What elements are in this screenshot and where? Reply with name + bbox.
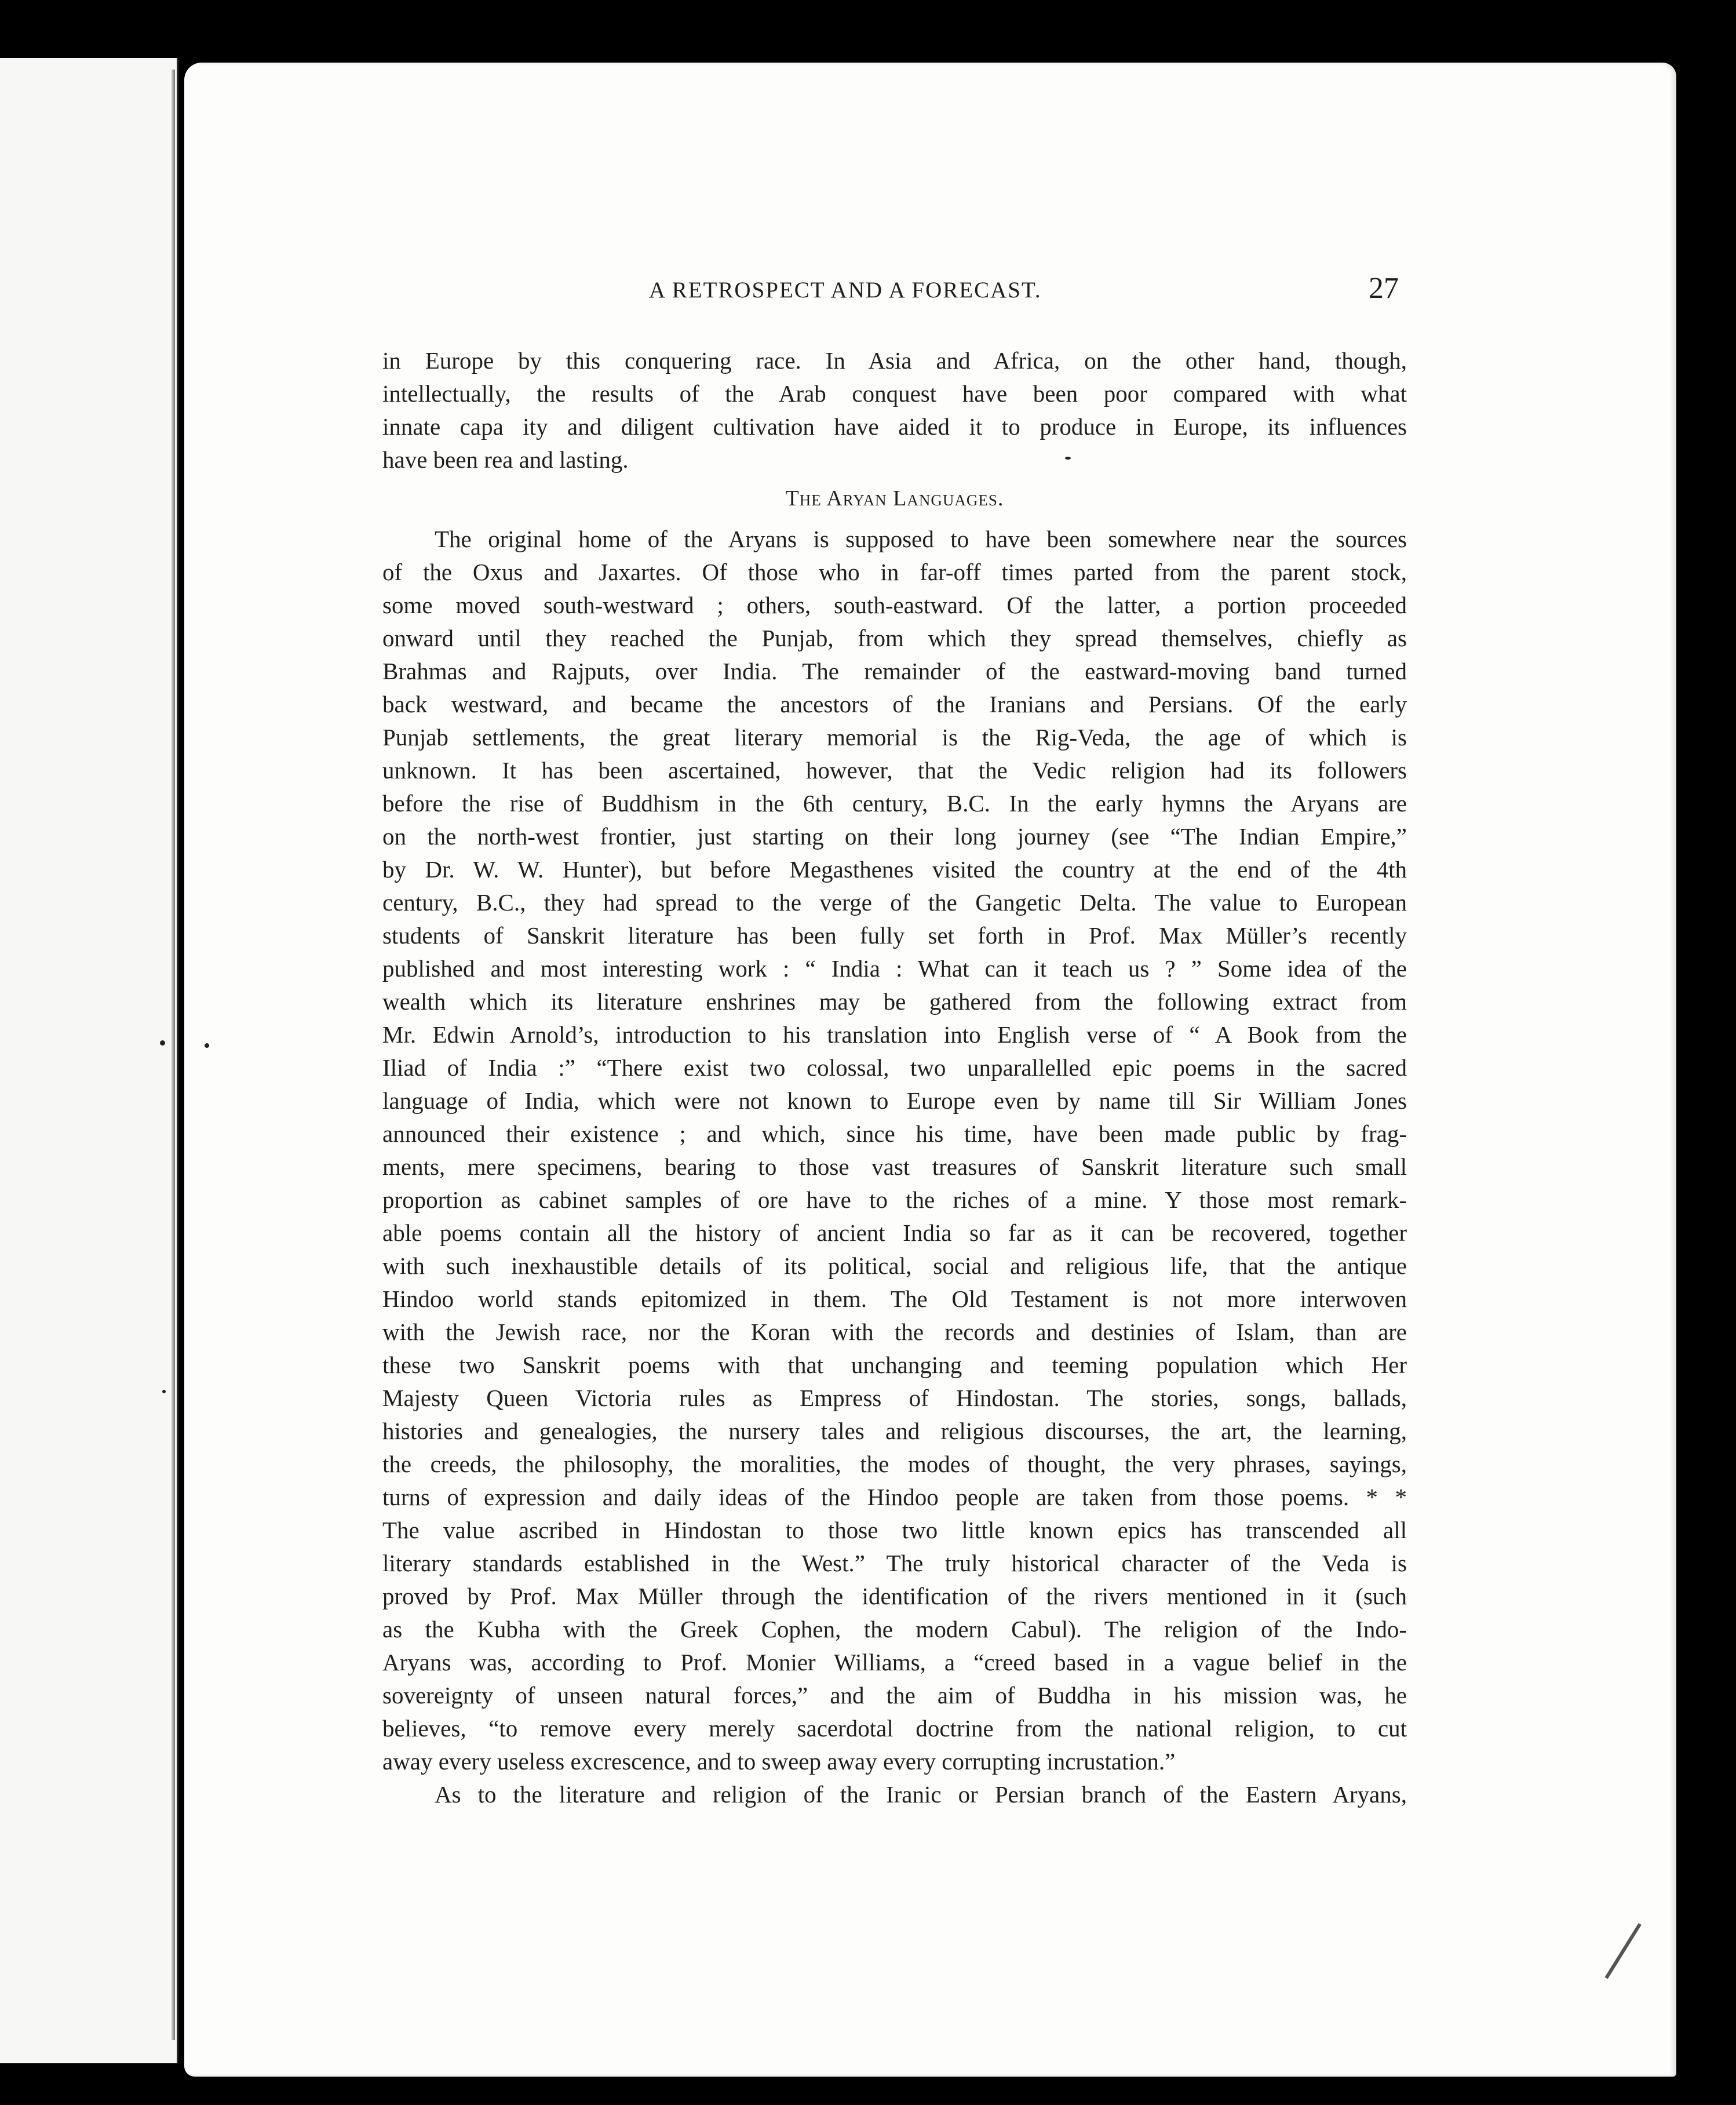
text-line: Iliad of India :” “There exist two colossal, two unparallelled epic poems in the sacred xyxy=(382,1054,1407,1081)
scan-speck xyxy=(1065,457,1071,460)
text-line: able poems contain all the history of ancient India so far as it can be recovered, together xyxy=(382,1219,1407,1246)
paragraph-iranic xyxy=(382,1778,1407,1811)
text-line: Majesty Queen Victoria rules as Empress of Hindostan. The stories, songs, ballads, xyxy=(382,1385,1407,1411)
text-line: As to the literature and religion of the Iranic or Persian branch of the Eastern Aryans, xyxy=(435,1781,1407,1808)
text-line: Punjab settlements, the great literary memorial is the Rig-Veda, the age of which is xyxy=(382,724,1407,751)
scan-speck xyxy=(160,1040,165,1046)
text-line: as the Kubha with the Greek Cophen, the modern Cabul). The religion of the Indo- xyxy=(382,1616,1407,1643)
text-line: away every useless excrescence, and to sweep away every corrupting incrustation.” xyxy=(382,1748,1176,1775)
scan-speck xyxy=(162,1390,166,1393)
text-line: published and most interesting work : “ India : What can it teach us ? ” Some idea of the xyxy=(382,955,1407,982)
paragraph-aryan-languages xyxy=(382,523,1407,1778)
body-text xyxy=(382,344,1407,1811)
text-line: onward until they reached the Punjab, from which they spread themselves, chiefly as xyxy=(382,625,1407,651)
text-line: on the north-west frontier, just starting on their long journey (see “The Indian Empire,” xyxy=(382,823,1407,850)
text-line: announced their existence ; and which, since his time, have been made public by frag- xyxy=(382,1120,1407,1147)
text-line: century, B.C., they had spread to the verge of the Gangetic Delta. The value to European xyxy=(382,889,1407,916)
text-line: in Europe by this conquering race. In Asia and Africa, on the other hand, though, xyxy=(382,347,1407,374)
text-line: some moved south-westward ; others, south-eastward. Of the latter, a portion proceeded xyxy=(382,592,1407,618)
text-line: back westward, and became the ancestors of the Iranians and Persians. Of the early xyxy=(382,691,1407,718)
previous-page-edge xyxy=(0,58,178,2063)
text-line: The original home of the Aryans is supposed to have been somewhere near the sources xyxy=(435,526,1407,552)
text-line: language of India, which were not known to Europe even by name till Sir William Jones xyxy=(382,1087,1407,1114)
text-line: Aryans was, according to Prof. Monier Williams, a “creed based in a vague belief in the xyxy=(382,1649,1407,1676)
section-heading: The Aryan Languages. xyxy=(785,486,1004,511)
text-line: Mr. Edwin Arnold’s, introduction to his translation into English verse of “ A Book from the xyxy=(382,1021,1407,1048)
paragraph-continued xyxy=(382,344,1407,476)
text-line: proved by Prof. Max Müller through the identification of the rivers mentioned in it (such xyxy=(382,1583,1407,1609)
text-line: ments, mere specimens, bearing to those vast treasures of Sanskrit literature such small xyxy=(382,1153,1407,1180)
text-line: proportion as cabinet samples of ore have to the riches of a mine. Y those most remark- xyxy=(382,1186,1407,1213)
text-line: these two Sanskrit poems with that unchanging and teeming population which Her xyxy=(382,1352,1407,1378)
text-line: unknown. It has been ascertained, however, that the Vedic religion had its followers xyxy=(382,757,1407,784)
text-line: Hindoo world stands epitomized in them. The Old Testament is not more interwoven xyxy=(382,1285,1407,1312)
page-number: 27 xyxy=(1369,272,1399,305)
text-line: believes, “to remove every merely sacerdotal doctrine from the national religion, to cut xyxy=(382,1715,1407,1742)
text-line: wealth which its literature enshrines may be gathered from the following extract from xyxy=(382,988,1407,1015)
page-fold-shadow xyxy=(172,70,175,2040)
text-line: before the rise of Buddhism in the 6th century, B.C. In the early hymns the Aryans are xyxy=(382,790,1407,817)
text-line: the creeds, the philosophy, the moralities, the modes of thought, the very phrases, sayings, xyxy=(382,1451,1407,1477)
text-line: literary standards established in the West.” The truly historical character of the Veda is xyxy=(382,1550,1407,1576)
text-line: The value ascribed in Hindostan to those two little known epics has transcended all xyxy=(382,1517,1407,1543)
text-line: with such inexhaustible details of its political, social and religious life, that the antique xyxy=(382,1252,1407,1279)
text-line: Brahmas and Rajputs, over India. The remainder of the eastward-moving band turned xyxy=(382,658,1407,684)
text-line: turns of expression and daily ideas of the Hindoo people are taken from those poems. * * xyxy=(382,1484,1407,1510)
text-line: histories and genealogies, the nursery tales and religious discourses, the art, the learning, xyxy=(382,1418,1407,1444)
text-line: of the Oxus and Jaxartes. Of those who in far-off times parted from the parent stock, xyxy=(382,559,1407,585)
text-line: students of Sanskrit literature has been fully set forth in Prof. Max Müller’s recently xyxy=(382,922,1407,949)
text-line: innate capa ity and diligent cultivation have aided it to produce in Europe, its influences xyxy=(382,413,1407,440)
text-line: have been rea and lasting. xyxy=(382,446,629,473)
text-line: with the Jewish race, nor the Koran with the records and destinies of Islam, than are xyxy=(382,1319,1407,1345)
text-line: by Dr. W. W. Hunter), but before Megasthenes visited the country at the end of the 4th xyxy=(382,856,1407,883)
text-line: sovereignty of unseen natural forces,” and the aim of Buddha in his mission was, he xyxy=(382,1682,1407,1709)
scan-speck xyxy=(205,1043,209,1048)
text-line: intellectually, the results of the Arab conquest have been poor compared with what xyxy=(382,380,1407,407)
running-title: A RETROSPECT AND A FORECAST. xyxy=(649,278,1042,303)
